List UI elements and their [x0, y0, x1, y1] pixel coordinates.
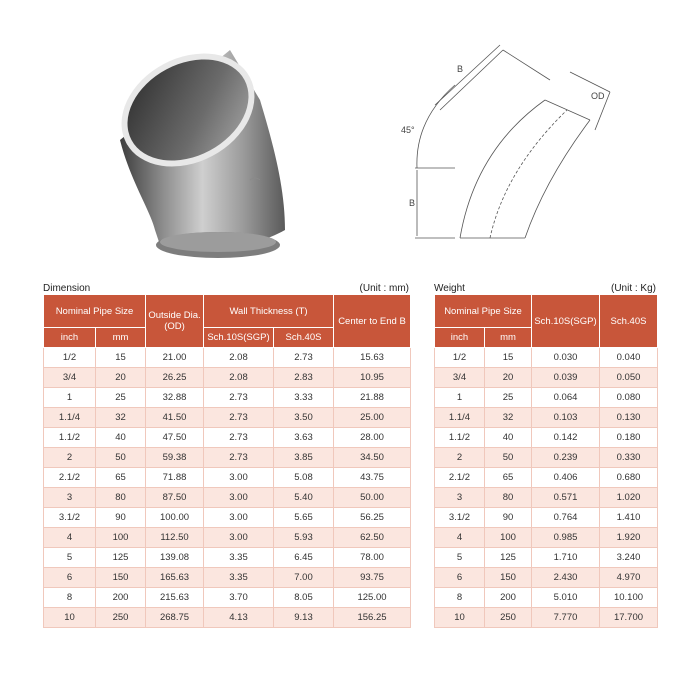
- table-cell: 0.180: [600, 428, 658, 448]
- table-row: [435, 488, 658, 508]
- table-cell: 3/4: [44, 368, 96, 388]
- label-b-top: B: [457, 64, 464, 74]
- header-outside-dia: Outside Dia. (OD): [146, 295, 204, 348]
- table-row: [435, 408, 658, 428]
- table-cell: 1/2: [435, 348, 485, 368]
- table-cell: 0.030: [532, 348, 600, 368]
- table-cell: 65: [485, 468, 532, 488]
- table-cell: 65: [96, 468, 146, 488]
- table-cell: 1: [44, 388, 96, 408]
- table-cell: 15.63: [334, 348, 411, 368]
- header-sch10s: Sch.10S(SGP): [532, 295, 600, 348]
- table-cell: 7.770: [532, 608, 600, 628]
- table-cell: 32: [96, 408, 146, 428]
- header-sch40s: Sch.40S: [274, 328, 334, 348]
- table-cell: 0.103: [532, 408, 600, 428]
- table-cell: 4: [435, 528, 485, 548]
- table-cell: 150: [485, 568, 532, 588]
- table-cell: 3.63: [274, 428, 334, 448]
- weight-title: Weight: [434, 283, 465, 294]
- dimension-table: [43, 294, 411, 628]
- table-cell: 3.35: [204, 568, 274, 588]
- table-cell: 5.010: [532, 588, 600, 608]
- table-cell: 5: [44, 548, 96, 568]
- table-cell: 40: [96, 428, 146, 448]
- table-row: [44, 408, 411, 428]
- table-cell: 32.88: [146, 388, 204, 408]
- table-cell: 0.406: [532, 468, 600, 488]
- table-cell: 0.571: [532, 488, 600, 508]
- table-cell: 0.985: [532, 528, 600, 548]
- table-row: [435, 348, 658, 368]
- table-cell: 2.08: [204, 348, 274, 368]
- table-cell: 40: [485, 428, 532, 448]
- label-od: OD: [591, 91, 605, 101]
- dimension-caption: [43, 283, 409, 294]
- header-inch: inch: [44, 328, 96, 348]
- table-cell: 0.764: [532, 508, 600, 528]
- header-nominal-pipe-size: Nominal Pipe Size: [44, 295, 146, 328]
- table-cell: 3: [44, 488, 96, 508]
- header-sch40s: Sch.40S: [600, 295, 658, 348]
- table-cell: 50.00: [334, 488, 411, 508]
- table-cell: 100: [485, 528, 532, 548]
- header-sch10s: Sch.10S(SGP): [204, 328, 274, 348]
- table-cell: 1.020: [600, 488, 658, 508]
- table-cell: 25: [485, 388, 532, 408]
- table-cell: 25: [96, 388, 146, 408]
- table-cell: 5.93: [274, 528, 334, 548]
- table-row: [44, 388, 411, 408]
- table-cell: 50: [485, 448, 532, 468]
- table-cell: 9.13: [274, 608, 334, 628]
- table-cell: 26.25: [146, 368, 204, 388]
- table-cell: 71.88: [146, 468, 204, 488]
- table-cell: 3.00: [204, 528, 274, 548]
- table-cell: 1.710: [532, 548, 600, 568]
- table-row: [435, 428, 658, 448]
- table-row: [44, 508, 411, 528]
- table-cell: 21.88: [334, 388, 411, 408]
- table-cell: 8: [435, 588, 485, 608]
- table-row: [435, 528, 658, 548]
- table-cell: 100: [96, 528, 146, 548]
- header-mm: mm: [96, 328, 146, 348]
- table-cell: 47.50: [146, 428, 204, 448]
- table-cell: 2: [435, 448, 485, 468]
- label-angle: 45°: [401, 125, 415, 135]
- table-cell: 28.00: [334, 428, 411, 448]
- table-cell: 6: [44, 568, 96, 588]
- table-cell: 4.970: [600, 568, 658, 588]
- table-cell: 25.00: [334, 408, 411, 428]
- table-cell: 125: [485, 548, 532, 568]
- table-row: [435, 608, 658, 628]
- table-cell: 3.1/2: [44, 508, 96, 528]
- table-cell: 1: [435, 388, 485, 408]
- table-cell: 56.25: [334, 508, 411, 528]
- table-cell: 1.1/2: [44, 428, 96, 448]
- elbow-photo: [100, 30, 340, 280]
- table-cell: 6: [435, 568, 485, 588]
- table-row: [44, 448, 411, 468]
- table-cell: 100.00: [146, 508, 204, 528]
- table-cell: 62.50: [334, 528, 411, 548]
- table-cell: 90: [485, 508, 532, 528]
- table-cell: 4.13: [204, 608, 274, 628]
- table-cell: 3/4: [435, 368, 485, 388]
- table-cell: 1.1/4: [435, 408, 485, 428]
- dimension-title: Dimension: [43, 283, 91, 294]
- table-cell: 0.040: [600, 348, 658, 368]
- header-nominal-pipe-size: Nominal Pipe Size: [435, 295, 532, 328]
- table-cell: 3.50: [274, 408, 334, 428]
- table-cell: 125.00: [334, 588, 411, 608]
- table-cell: 2.1/2: [44, 468, 96, 488]
- table-cell: 4: [44, 528, 96, 548]
- table-cell: 3.33: [274, 388, 334, 408]
- table-cell: 78.00: [334, 548, 411, 568]
- table-row: [435, 508, 658, 528]
- table-cell: 3.00: [204, 508, 274, 528]
- table-cell: 93.75: [334, 568, 411, 588]
- table-cell: 1/2: [44, 348, 96, 368]
- table-cell: 0.039: [532, 368, 600, 388]
- table-row: [435, 588, 658, 608]
- table-cell: 250: [96, 608, 146, 628]
- table-cell: 200: [485, 588, 532, 608]
- table-row: [44, 428, 411, 448]
- table-cell: 3.70: [204, 588, 274, 608]
- table-cell: 2: [44, 448, 96, 468]
- table-cell: 200: [96, 588, 146, 608]
- table-cell: 3.00: [204, 468, 274, 488]
- table-cell: 5: [435, 548, 485, 568]
- table-cell: 21.00: [146, 348, 204, 368]
- table-cell: 90: [96, 508, 146, 528]
- label-b-left: B: [409, 198, 416, 208]
- table-cell: 5.08: [274, 468, 334, 488]
- table-cell: 165.63: [146, 568, 204, 588]
- table-cell: 59.38: [146, 448, 204, 468]
- table-cell: 112.50: [146, 528, 204, 548]
- table-cell: 80: [96, 488, 146, 508]
- table-row: [44, 368, 411, 388]
- table-row: [44, 588, 411, 608]
- table-cell: 5.40: [274, 488, 334, 508]
- table-cell: 32: [485, 408, 532, 428]
- table-cell: 0.130: [600, 408, 658, 428]
- table-cell: 2.08: [204, 368, 274, 388]
- table-cell: 6.45: [274, 548, 334, 568]
- table-cell: 2.73: [204, 428, 274, 448]
- table-cell: 139.08: [146, 548, 204, 568]
- table-cell: 3: [435, 488, 485, 508]
- table-cell: 2.83: [274, 368, 334, 388]
- table-cell: 1.920: [600, 528, 658, 548]
- table-row: [44, 528, 411, 548]
- header-mm: mm: [485, 328, 532, 348]
- table-row: [44, 468, 411, 488]
- table-cell: 250: [485, 608, 532, 628]
- table-cell: 8.05: [274, 588, 334, 608]
- table-cell: 17.700: [600, 608, 658, 628]
- header-wall-thickness: Wall Thickness (T): [204, 295, 334, 328]
- table-cell: 0.080: [600, 388, 658, 408]
- table-cell: 15: [485, 348, 532, 368]
- table-cell: 20: [96, 368, 146, 388]
- table-cell: 0.330: [600, 448, 658, 468]
- table-cell: 7.00: [274, 568, 334, 588]
- header-inch: inch: [435, 328, 485, 348]
- table-cell: 2.1/2: [435, 468, 485, 488]
- table-cell: 1.1/2: [435, 428, 485, 448]
- table-cell: 0.142: [532, 428, 600, 448]
- table-cell: 10.95: [334, 368, 411, 388]
- table-row: [435, 448, 658, 468]
- table-cell: 125: [96, 548, 146, 568]
- table-cell: 150: [96, 568, 146, 588]
- table-cell: 5.65: [274, 508, 334, 528]
- table-cell: 34.50: [334, 448, 411, 468]
- table-cell: 80: [485, 488, 532, 508]
- table-cell: 10: [435, 608, 485, 628]
- table-cell: 20: [485, 368, 532, 388]
- table-row: [435, 548, 658, 568]
- table-cell: 2.430: [532, 568, 600, 588]
- table-cell: 215.63: [146, 588, 204, 608]
- weight-table: [434, 294, 658, 628]
- table-cell: 1.410: [600, 508, 658, 528]
- table-cell: 87.50: [146, 488, 204, 508]
- table-cell: 3.00: [204, 488, 274, 508]
- table-cell: 50: [96, 448, 146, 468]
- table-row: [44, 608, 411, 628]
- table-cell: 1.1/4: [44, 408, 96, 428]
- dimension-unit: (Unit : mm): [359, 283, 409, 294]
- table-cell: 156.25: [334, 608, 411, 628]
- table-row: [44, 488, 411, 508]
- table-row: [44, 348, 411, 368]
- table-cell: 0.680: [600, 468, 658, 488]
- table-row: [435, 368, 658, 388]
- table-cell: 41.50: [146, 408, 204, 428]
- table-cell: 0.064: [532, 388, 600, 408]
- table-cell: 0.239: [532, 448, 600, 468]
- table-row: [435, 468, 658, 488]
- table-row: [435, 568, 658, 588]
- table-cell: 8: [44, 588, 96, 608]
- table-cell: 2.73: [204, 448, 274, 468]
- table-cell: 10: [44, 608, 96, 628]
- weight-caption: [434, 283, 656, 294]
- table-cell: 15: [96, 348, 146, 368]
- header-center-to-end: Center to End B: [334, 295, 411, 348]
- table-cell: 0.050: [600, 368, 658, 388]
- table-cell: 3.240: [600, 548, 658, 568]
- table-cell: 2.73: [204, 408, 274, 428]
- table-cell: 2.73: [204, 388, 274, 408]
- table-cell: 3.85: [274, 448, 334, 468]
- table-row: [44, 568, 411, 588]
- table-cell: 2.73: [274, 348, 334, 368]
- table-cell: 43.75: [334, 468, 411, 488]
- table-row: [435, 388, 658, 408]
- weight-unit: (Unit : Kg): [610, 283, 656, 294]
- elbow-technical-drawing: [395, 30, 655, 255]
- table-cell: 3.1/2: [435, 508, 485, 528]
- table-cell: 10.100: [600, 588, 658, 608]
- table-cell: 268.75: [146, 608, 204, 628]
- table-row: [44, 548, 411, 568]
- table-cell: 3.35: [204, 548, 274, 568]
